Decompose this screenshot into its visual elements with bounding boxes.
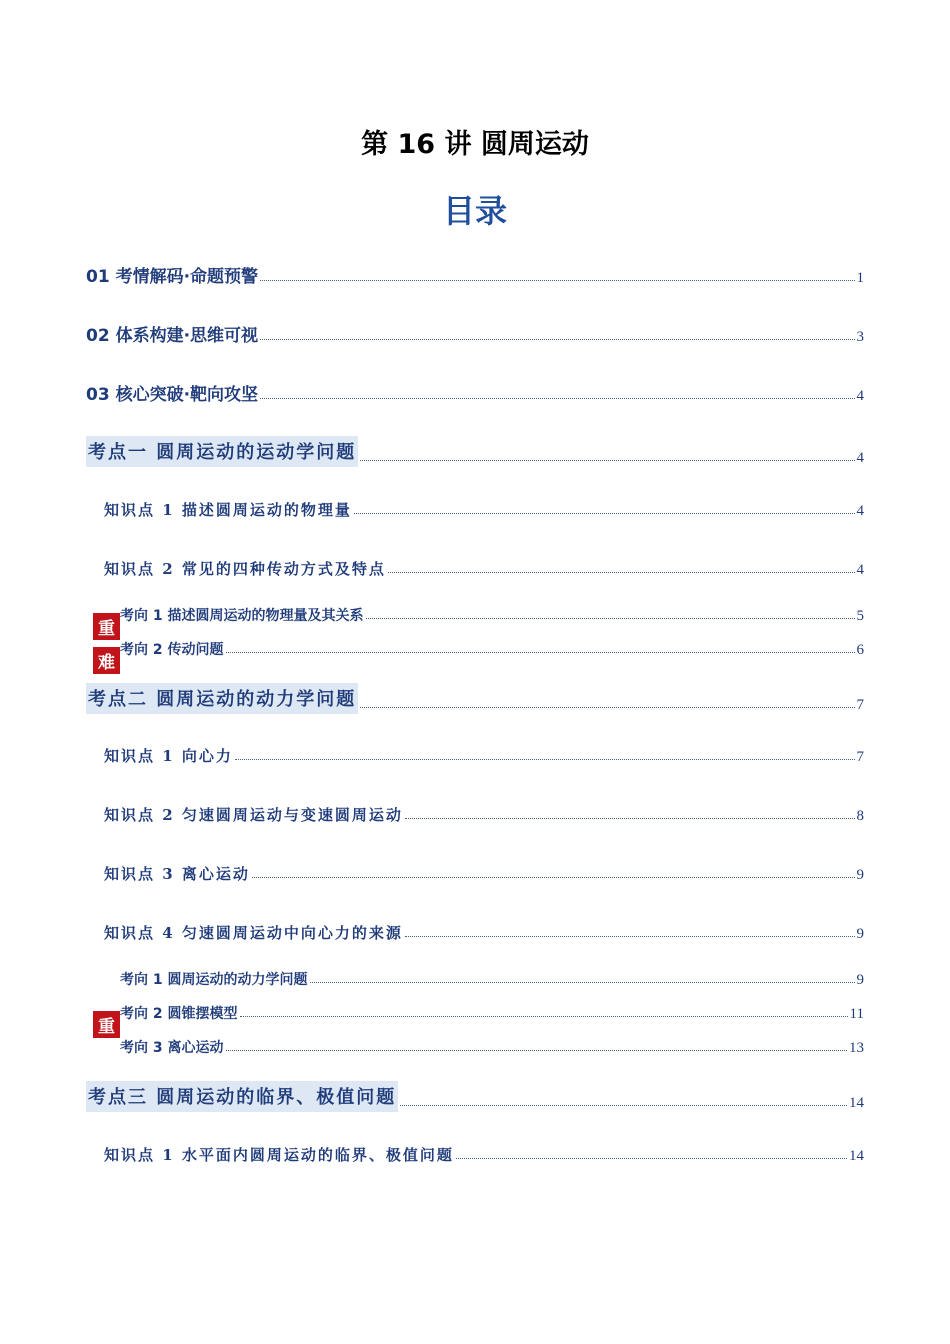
toc-entry-label: 02 体系构建·思维可视 <box>86 326 259 346</box>
toc-page-number: 8 <box>856 808 864 824</box>
dot-leader <box>260 339 854 340</box>
toc-page-number: 4 <box>856 503 864 519</box>
dot-leader <box>405 818 855 819</box>
toc-entry-label: 知识点 1 描述圆周运动的物理量 <box>104 501 352 519</box>
toc-page-number: 1 <box>856 270 864 286</box>
toc-entry-label: 考点三 圆周运动的临界、极值问题 <box>86 1081 398 1112</box>
dot-leader <box>252 877 855 878</box>
dot-leader <box>360 460 854 461</box>
toc-entry[interactable] <box>120 969 864 989</box>
dot-leader <box>400 1105 847 1106</box>
dot-leader <box>240 1016 848 1017</box>
toc-entry[interactable] <box>104 499 864 520</box>
toc-entry[interactable] <box>86 1081 864 1112</box>
toc-entry[interactable] <box>104 558 864 579</box>
toc-entry-label: 考向 3 离心运动 <box>120 1040 224 1056</box>
document-title: 第 16 讲 圆周运动 <box>361 129 589 160</box>
toc-page-number: 5 <box>856 608 864 624</box>
dot-leader <box>388 572 855 573</box>
toc-page-number: 9 <box>856 926 864 942</box>
toc-page-number: 13 <box>849 1040 864 1056</box>
toc-entry[interactable] <box>86 683 864 714</box>
toc-entry-label: 考向 1 描述圆周运动的物理量及其关系 <box>120 608 364 624</box>
toc-entry[interactable] <box>120 605 864 625</box>
dot-leader <box>235 759 855 760</box>
toc-entry-label: 知识点 3 离心运动 <box>104 865 250 883</box>
toc-page-number: 9 <box>856 972 864 988</box>
toc-page-number: 4 <box>856 562 864 578</box>
toc-entry[interactable] <box>120 1003 864 1023</box>
toc-entry-label: 知识点 2 常见的四种传动方式及特点 <box>104 560 386 578</box>
toc-page-number: 9 <box>856 867 864 883</box>
difficult-point-badge: 难 <box>93 647 120 674</box>
toc-entry[interactable] <box>86 380 864 405</box>
key-point-badge: 重 <box>93 1011 120 1038</box>
dot-leader <box>354 513 855 514</box>
toc-page-number: 4 <box>856 450 864 466</box>
toc-entry[interactable] <box>104 804 864 825</box>
toc-entry-label: 考点二 圆周运动的动力学问题 <box>86 683 358 714</box>
toc-entry-label: 知识点 1 水平面内圆周运动的临界、极值问题 <box>104 1146 454 1164</box>
toc-page-number: 14 <box>849 1148 864 1164</box>
dot-leader <box>260 280 854 281</box>
toc-entry[interactable] <box>120 1037 864 1057</box>
toc-entry-label: 03 核心突破·靶向攻坚 <box>86 385 259 405</box>
toc-page-number: 6 <box>856 642 864 658</box>
dot-leader <box>456 1158 847 1159</box>
toc-entry[interactable] <box>104 922 864 943</box>
toc-entry[interactable] <box>86 321 864 346</box>
toc-page-number: 7 <box>856 749 864 765</box>
toc-entry-label: 知识点 1 向心力 <box>104 747 233 765</box>
toc-entry-label: 知识点 4 匀速圆周运动中向心力的来源 <box>104 924 403 942</box>
toc-entry[interactable] <box>104 863 864 884</box>
toc-entry-label: 考向 2 圆锥摆模型 <box>120 1006 238 1022</box>
toc-entry[interactable] <box>104 1144 864 1165</box>
toc-page-number: 3 <box>856 329 864 345</box>
key-point-badge: 重 <box>93 613 120 640</box>
toc-page-number: 7 <box>856 697 864 713</box>
toc-entry-label: 考向 1 圆周运动的动力学问题 <box>120 972 308 988</box>
dot-leader <box>310 982 855 983</box>
dot-leader <box>405 936 855 937</box>
toc-entry[interactable] <box>104 745 864 766</box>
toc-page-number: 4 <box>856 388 864 404</box>
toc-entry-label: 01 考情解码·命题预警 <box>86 267 259 287</box>
toc-entry[interactable] <box>86 436 864 467</box>
dot-leader <box>260 398 854 399</box>
toc-heading: 目录 <box>442 192 507 230</box>
toc-entry[interactable] <box>120 639 864 659</box>
toc-entry-label: 知识点 2 匀速圆周运动与变速圆周运动 <box>104 806 403 824</box>
dot-leader <box>226 652 855 653</box>
toc-page-number: 11 <box>849 1006 864 1022</box>
dot-leader <box>226 1050 848 1051</box>
toc-entry[interactable] <box>86 262 864 287</box>
dot-leader <box>360 707 854 708</box>
toc-page-number: 14 <box>849 1095 864 1111</box>
toc-entry-label: 考向 2 传动问题 <box>120 642 224 658</box>
dot-leader <box>366 618 855 619</box>
toc-entry-label: 考点一 圆周运动的运动学问题 <box>86 436 358 467</box>
